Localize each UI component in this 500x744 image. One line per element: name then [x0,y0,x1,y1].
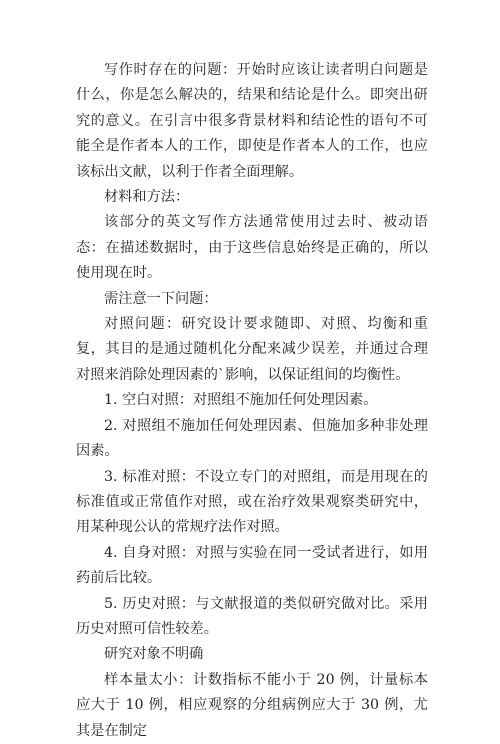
heading-notes: 需注意一下问题： [104,290,218,307]
document-body [76,58,428,744]
paragraph-control-problem: 对照问题：研究设计要求随即、对照、均衡和重复，其目的是通过随机化分配来减少误差，并通过合理对照来消除处理因素的`影响，以保证组间的均衡性。 [76,316,428,383]
paragraph-writing-problems: 写作时存在的问题：开始时应该让读者明白问题是什么，你是怎么解决的，结果和结论是什么。即突出研究的意义。在引言中很多背景材料和结论性的语句不可能全是作者本人的工作，即使是作者本人的工作，也应该标出文献，以利于作者全面理解。 [76,62,428,180]
list-item-non-treatment-control: 2. 对照组不施加任何处理因素、但施加多种非处理因素。 [76,417,428,460]
list-item-standard-control: 3. 标准对照：不设立专门的对照组，而是用现在的标准值或正常值作对照，或在治疗效果观察类研究中，用某种现公认的常规疗法作对照。 [76,468,428,536]
list-item-historical-control: 5. 历史对照：与文献报道的类似研究做对比。采用历史对照可信性较差。 [76,595,428,637]
paragraph-tense-usage: 该部分的英文写作方法通常使用过去时、被动语态：在描述数据时，由于这些信息始终是正确的，所以使用现在时。 [76,214,428,282]
paragraph-sample-size: 样本量太小：计数指标不能小于 20 例，计量标本应大于 10 例，相应观察的分组病例应大于 30 例，尤其是在制定 [76,671,428,739]
heading-materials-methods: 材料和方法： [104,189,190,206]
heading-unclear-subjects: 研究对象不明确 [104,646,204,663]
list-item-blank-control: 1. 空白对照：对照组不施加任何处理因素。 [104,392,378,409]
list-item-self-control: 4. 自身对照：对照与实验在同一受试者进行，如用药前后比较。 [76,544,428,587]
